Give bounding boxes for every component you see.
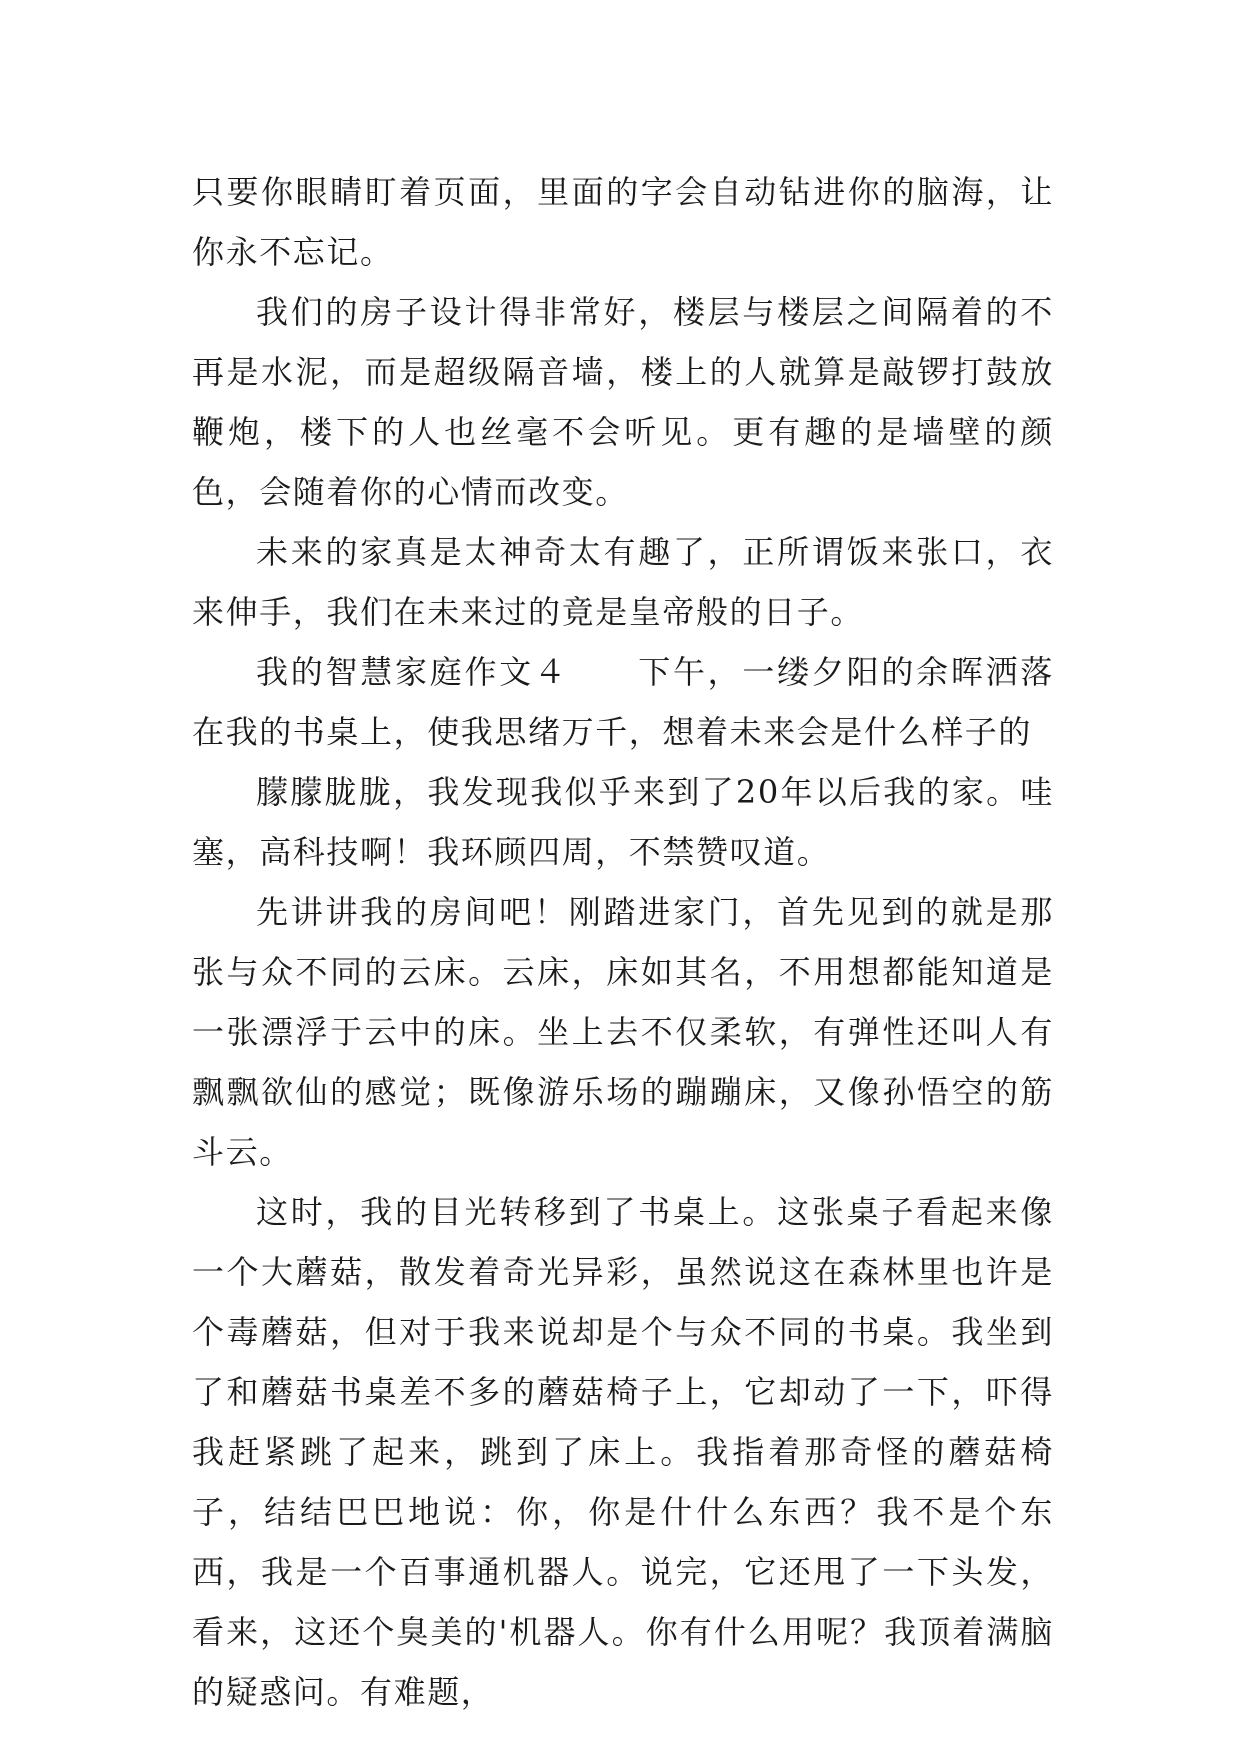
paragraph: 我的智慧家庭作文４ 下午，一缕夕阳的余晖洒落在我的书桌上，使我思绪万千，想着未来会是什么样子的 [192, 653, 1054, 751]
document-body [192, 162, 1054, 1722]
paragraph: 朦朦胧胧，我发现我似乎来到了20年以后我的家。哇塞，高科技啊！我环顾四周，不禁赞叹道。 [192, 773, 1054, 871]
paragraph: 未来的家真是太神奇太有趣了，正所谓饭来张口，衣来伸手，我们在未来过的竟是皇帝般的日子。 [192, 533, 1054, 631]
paragraph: 先讲讲我的房间吧！刚踏进家门，首先见到的就是那张与众不同的云床。云床，床如其名，不用想都能知道是一张漂浮于云中的床。坐上去不仅柔软，有弹性还叫人有飘飘欲仙的感觉；既像游乐场的蹦蹦床，又像孙悟空的筋斗云。 [192, 893, 1054, 1171]
paragraph: 我们的房子设计得非常好，楼层与楼层之间隔着的不再是水泥，而是超级隔音墙，楼上的人就算是敲锣打鼓放鞭炮，楼下的人也丝毫不会听见。更有趣的是墙壁的颜色，会随着你的心情而改变。 [192, 293, 1054, 511]
paragraph: 这时，我的目光转移到了书桌上。这张桌子看起来像一个大蘑菇，散发着奇光异彩，虽然说这在森林里也许是个毒蘑菇，但对于我来说却是个与众不同的书桌。我坐到了和蘑菇书桌差不多的蘑菇椅子上，它却动了一下，吓得我赶紧跳了起来，跳到了床上。我指着那奇怪的蘑菇椅子，结结巴巴地说：你，你是什什么东西？我不是个东西，我是一个百事通机器人。说完，它还甩了一下头发，看来，这还个臭美的'机器人。你有什么用呢？我顶着满脑的疑惑问。有难题， [192, 1193, 1054, 1711]
paragraph: 只要你眼睛盯着页面，里面的字会自动钻进你的脑海，让你永不忘记。 [192, 173, 1054, 271]
